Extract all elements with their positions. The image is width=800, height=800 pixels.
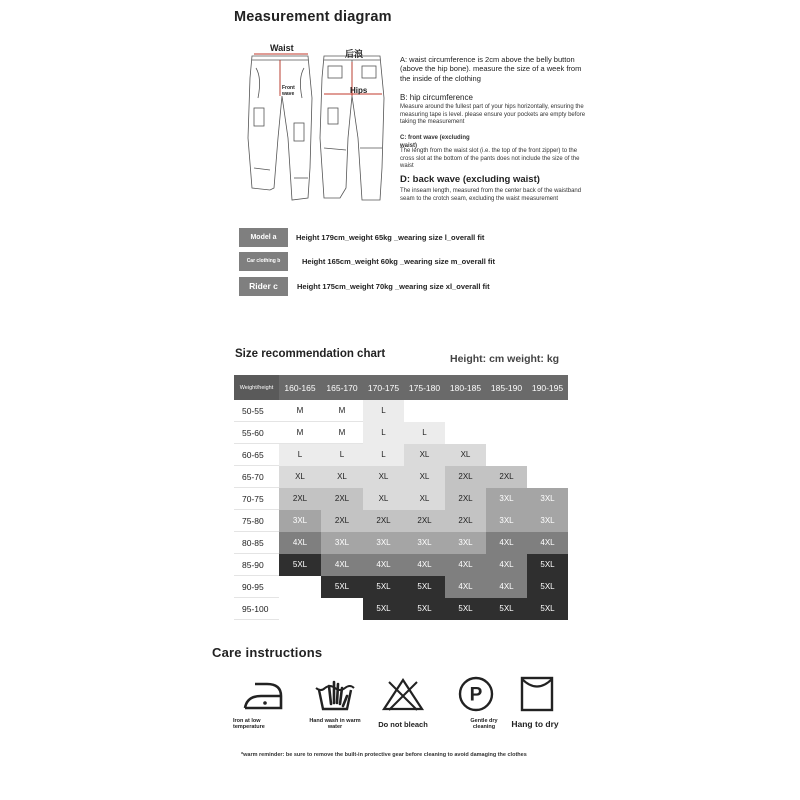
size-cell: M [321,422,363,444]
size-chart-row [234,444,568,466]
measure-a: A: waist circumference is 2cm above the belly button (above the hip bone). measure the size of a week from the inside of the clothing [400,55,582,83]
size-cell: 5XL [363,576,404,598]
size-cell: XL [321,466,363,488]
measurement-title: Measurement diagram [234,9,392,25]
size-cell: 3XL [486,510,527,532]
size-cell: L [321,444,363,466]
size-cell: 2XL [363,510,404,532]
size-cell: 3XL [404,532,445,554]
size-cell: 5XL [486,598,527,620]
size-cell [486,400,527,422]
size-cell: 4XL [445,576,486,598]
size-cell [445,422,486,444]
size-cell: 4XL [486,576,527,598]
size-cell [486,444,527,466]
measure-c-title: C: front wave (excluding waist) [400,135,470,149]
care-label-dry-clean: Gentle dry cleaning [470,718,498,731]
size-cell: XL [445,444,486,466]
model-c-tag: Rider c [239,277,288,296]
size-cell: L [404,422,445,444]
size-cell: XL [404,466,445,488]
back-wave-label: 后浪 [345,49,364,59]
height-header: 170-175 [363,375,404,400]
size-cell: 2XL [279,488,321,510]
model-c-text: Height 175cm_weight 70kg _wearing size xl_overall fit [297,282,490,291]
size-cell [527,400,568,422]
dry-clean-symbol: P [469,684,483,706]
care-label-hang-dry: Hang to dry [511,719,559,729]
size-cell: 4XL [321,554,363,576]
size-cell: 3XL [527,510,568,532]
size-cell: 3XL [527,488,568,510]
do-not-bleach-icon [381,676,425,712]
hang-dry-icon [515,676,559,712]
size-cell [527,466,568,488]
size-cell: 5XL [527,554,568,576]
size-cell: 4XL [486,554,527,576]
iron-low-icon [241,676,285,712]
size-chart-row [234,510,568,532]
size-chart-table [234,375,568,620]
size-cell: 4XL [527,532,568,554]
height-header: 180-185 [445,375,486,400]
size-cell: 2XL [321,488,363,510]
size-cell: XL [279,466,321,488]
weight-row-header: 70-75 [234,488,279,510]
pants-diagram [232,38,392,208]
measure-b-body: Measure around the fullest part of your hips horizontally, ensuring the measuring tape is level. please ensure your pockets are empty before taking the measurement [400,104,586,125]
front-wave-label: Front wave [282,85,295,97]
size-cell: 5XL [321,576,363,598]
size-cell: L [363,400,404,422]
size-cell: 5XL [404,598,445,620]
size-cell: 3XL [363,532,404,554]
height-header: 165-170 [321,375,363,400]
size-cell: XL [404,488,445,510]
model-a-tag: Model a [239,228,288,247]
size-cell: M [279,400,321,422]
size-cell: 2XL [445,510,486,532]
size-cell: L [279,444,321,466]
size-chart-row [234,554,568,576]
size-chart-row [234,598,568,620]
size-cell [404,400,445,422]
size-cell: 2XL [486,466,527,488]
size-cell: 4XL [486,532,527,554]
height-header: 185-190 [486,375,527,400]
size-cell: 4XL [445,554,486,576]
size-cell: 5XL [527,598,568,620]
weight-row-header: 75-80 [234,510,279,532]
size-cell: 3XL [486,488,527,510]
waist-label: Waist [270,43,294,53]
size-chart-row [234,466,568,488]
size-cell: 5XL [404,576,445,598]
size-cell: XL [363,466,404,488]
corner-header: Weight/height [234,375,279,400]
weight-row-header: 80-85 [234,532,279,554]
weight-row-header: 90-95 [234,576,279,598]
size-cell: 5XL [363,598,404,620]
size-chart-units: Height: cm weight: kg [450,353,560,365]
height-header: 175-180 [404,375,445,400]
hips-label: Hips [350,86,368,95]
care-title: Care instructions [212,645,323,660]
model-b-tag: Car clothing b [239,252,288,271]
size-cell: 5XL [445,598,486,620]
weight-row-header: 65-70 [234,466,279,488]
size-cell: 3XL [445,532,486,554]
size-cell [279,576,321,598]
care-reminder: *warm reminder: be sure to remove the built-in protective gear before cleaning to avoid damaging the clothes [241,752,527,758]
weight-row-header: 85-90 [234,554,279,576]
size-chart-row [234,488,568,510]
size-chart-header-row [234,375,568,400]
size-chart-row [234,532,568,554]
size-chart-row [234,576,568,598]
weight-row-header: 95-100 [234,598,279,620]
size-cell: L [363,444,404,466]
size-cell: 2XL [445,488,486,510]
size-cell: XL [363,488,404,510]
size-cell: 4XL [404,554,445,576]
weight-row-header: 55-60 [234,422,279,444]
size-cell: XL [404,444,445,466]
hand-wash-icon [313,676,357,712]
size-cell: 3XL [279,510,321,532]
measure-b-title: B: hip circumference [400,93,473,102]
size-cell [445,400,486,422]
measure-d-body: The inseam length, measured from the center back of the waistband seam to the crotch seam, excluding the waist measurement [400,188,582,202]
care-label-iron: Iron at low temperature [233,718,265,731]
size-chart-title: Size recommendation chart [235,348,386,360]
size-cell [279,598,321,620]
weight-row-header: 60-65 [234,444,279,466]
height-header: 160-165 [279,375,321,400]
size-cell [527,422,568,444]
model-a-text: Height 179cm_weight 65kg _wearing size l_overall fit [296,233,485,242]
weight-row-header: 50-55 [234,400,279,422]
size-cell: 2XL [404,510,445,532]
care-label-hand-wash: Hand wash in warm water [309,718,361,731]
size-cell [527,444,568,466]
height-header: 190-195 [527,375,568,400]
size-cell: L [363,422,404,444]
size-cell: 2XL [445,466,486,488]
size-cell [321,598,363,620]
model-b-text: Height 165cm_weight 60kg _wearing size m_overall fit [302,257,495,266]
care-label-bleach: Do not bleach [378,720,428,729]
size-cell: M [321,400,363,422]
size-cell: 5XL [279,554,321,576]
size-chart-row [234,400,568,422]
size-cell: M [279,422,321,444]
size-cell: 3XL [321,532,363,554]
measure-d-title: D: back wave (excluding waist) [400,174,540,185]
size-cell: 5XL [527,576,568,598]
size-cell [486,422,527,444]
size-cell: 4XL [279,532,321,554]
dry-clean-icon [454,676,498,712]
size-cell: 4XL [363,554,404,576]
size-cell: 2XL [321,510,363,532]
size-chart-row [234,422,568,444]
measure-c-body: The length from the waist slot (i.e. the top of the front zipper) to the cross slot at the bottom of the pants does not include the size of the waist [400,148,580,169]
